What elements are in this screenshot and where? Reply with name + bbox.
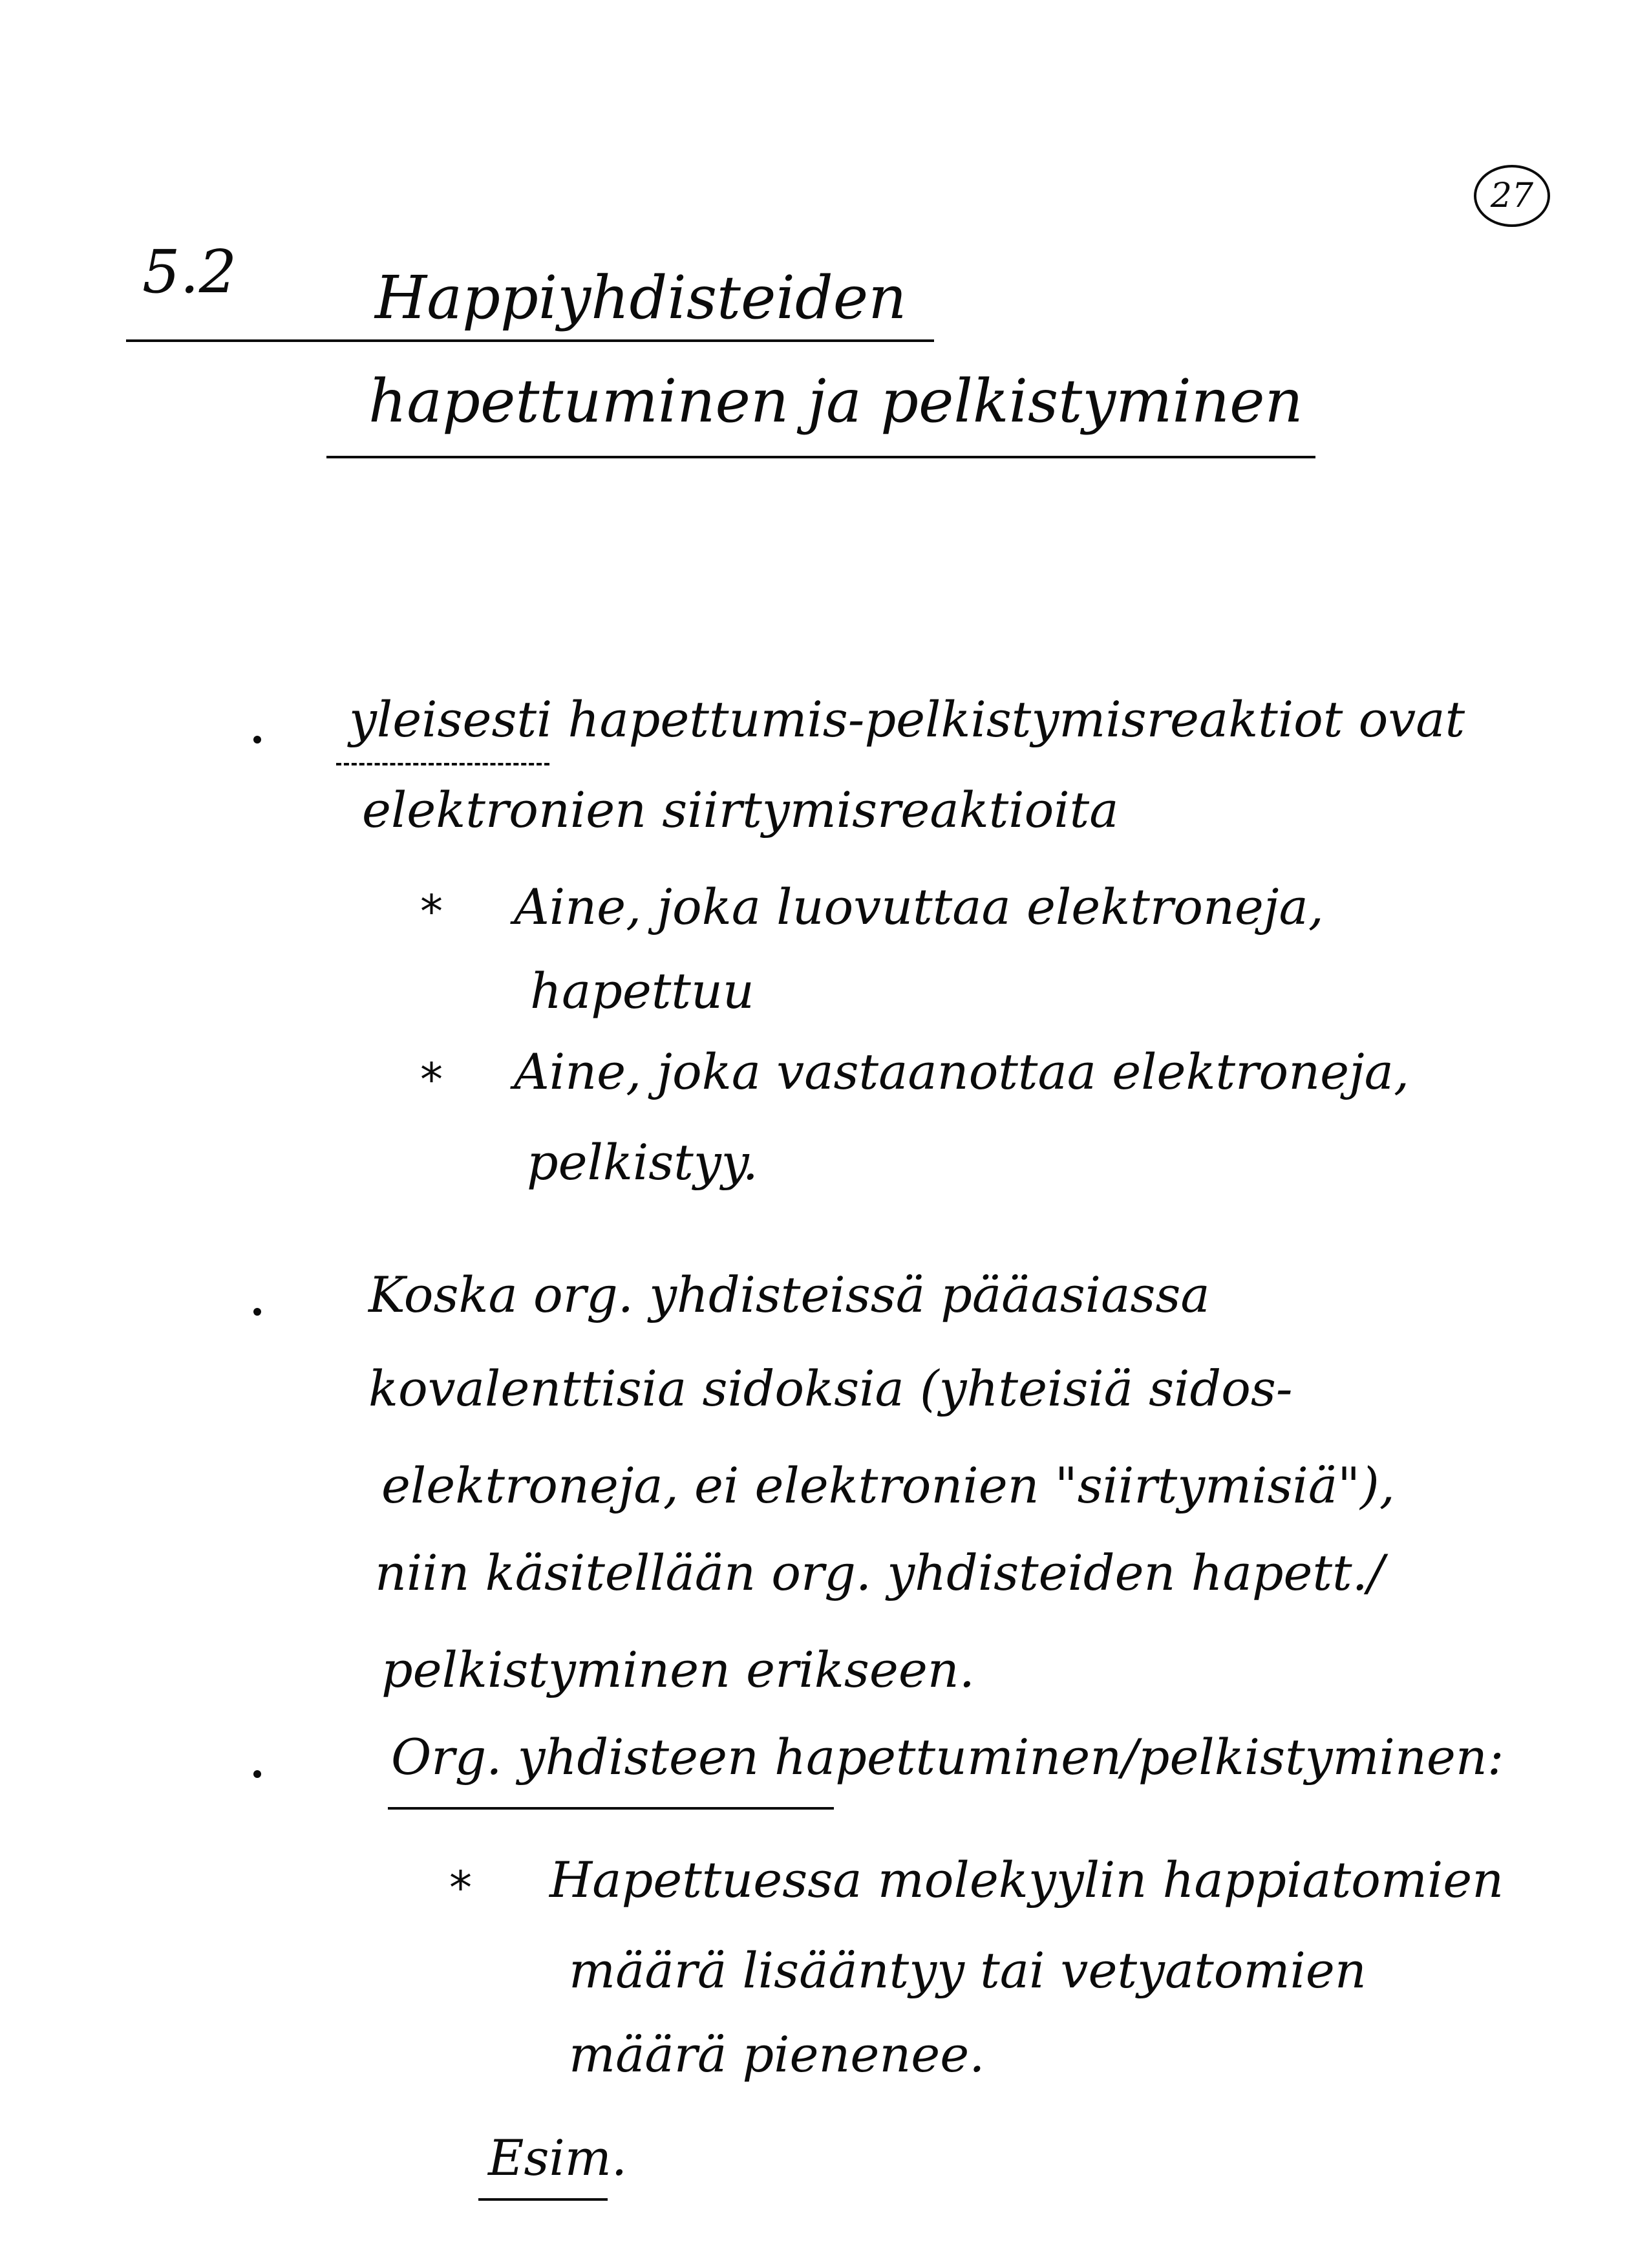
section-2-line-4: niin käsitellään org. yhdisteiden hapett./ xyxy=(375,1544,1385,1601)
section-3-item-1-line-3: määrä pienenee. xyxy=(569,2026,985,2083)
bullet-2 xyxy=(253,1308,261,1316)
section-3-item-1-line-1: Hapettuessa molekyylin happiatomien xyxy=(549,1851,1504,1909)
section-1-line-2: elektronien siirtymisreaktioita xyxy=(362,781,1119,839)
section-2-line-1: Koska org. yhdisteissä pääasiassa xyxy=(368,1266,1210,1323)
item-marker: * xyxy=(449,1861,472,1914)
section-1-item-2-line-1: Aine, joka vastaanottaa elektroneja, xyxy=(514,1043,1410,1100)
section-1-item-1-line-1: Aine, joka luovuttaa elektroneja, xyxy=(514,878,1324,936)
item-marker: * xyxy=(420,885,443,938)
section-3-item-1-line-2: määrä lisääntyy tai vetyatomien xyxy=(569,1942,1367,1999)
heading-line-1: Happiyhdisteiden xyxy=(375,263,907,332)
bullet-3 xyxy=(253,1770,261,1778)
section-3-line-1: Org. yhdisteen hapettuminen/pelkistyminen: xyxy=(391,1728,1504,1786)
heading-underline-2 xyxy=(326,456,1315,458)
page-number-text: 27 xyxy=(1490,177,1534,215)
bullet-1 xyxy=(253,736,261,744)
section-2-line-5: pelkistyminen erikseen. xyxy=(381,1641,975,1698)
heading-line-2: hapettuminen ja pelkistyminen xyxy=(368,367,1303,436)
section-1-item-2-line-2: pelkistyy. xyxy=(527,1133,758,1191)
section-2-line-2: kovalenttisia sidoksia (yhteisiä sidos- xyxy=(368,1360,1293,1417)
underline-org-yhdisteen xyxy=(388,1807,834,1810)
section-2-line-3: elektroneja, ei elektronien "siirtymisiä"), xyxy=(381,1457,1395,1514)
dashed-underline-yleisesti xyxy=(336,763,549,765)
example-label: Esim. xyxy=(488,2129,628,2187)
page-number xyxy=(1474,165,1550,227)
item-marker: * xyxy=(420,1053,443,1106)
heading-number: 5.2 xyxy=(142,237,237,306)
section-1-item-1-line-2: hapettuu xyxy=(530,962,754,1020)
section-1-line-1: yleisesti hapettumis-pelkistymisreaktiot ovat xyxy=(349,690,1465,748)
heading-underline-1 xyxy=(126,339,934,342)
example-underline xyxy=(478,2198,608,2201)
